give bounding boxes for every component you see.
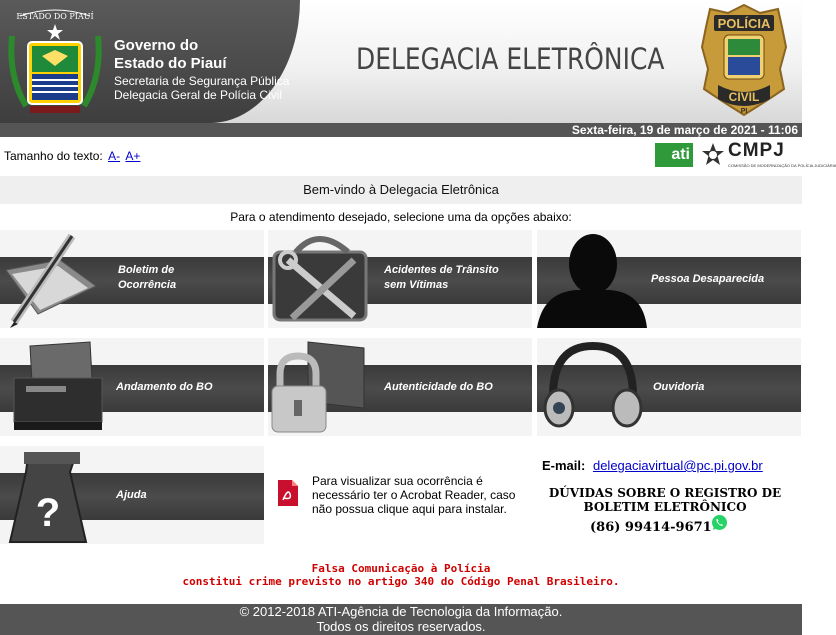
tile-autenticidade-bo[interactable] — [268, 338, 532, 436]
whatsapp-icon[interactable] — [711, 514, 728, 531]
cmpj-subtitle: COMISSÃO DE MODERNIZAÇÃO DA POLÍCIA JUDICIÁRIA — [728, 163, 836, 168]
badge-top-text: POLÍCIA — [717, 16, 771, 31]
page-header — [0, 0, 802, 123]
pen-folder-icon — [0, 230, 110, 328]
text-size-control — [4, 149, 140, 163]
tools-icon — [268, 230, 378, 328]
footer-rights: Todos os direitos reservados. — [316, 619, 486, 634]
tile-acidentes-transito[interactable] — [268, 230, 532, 328]
text-size-label: Tamanho do texto: — [4, 149, 103, 163]
false-report-warning: Falsa Comunicação à Polícia constitui crime previsto no artigo 340 do Código Penal Brasileiro. — [182, 562, 620, 588]
cmpj-text: CMPJ — [728, 140, 785, 161]
government-title: Governo do Estado do Piauí — [114, 37, 227, 72]
acrobat-notice[interactable]: Para visualizar sua ocorrência é necessário ter o Acrobat Reader, caso não possua clique aqui para instalar. — [312, 474, 516, 516]
app-title: DELEGACIA ELETRÔNICA — [356, 42, 665, 76]
tile-boletim-ocorrencia[interactable] — [0, 230, 264, 328]
page-footer — [0, 604, 802, 635]
tile-andamento-bo[interactable] — [0, 338, 264, 436]
coat-of-arms-icon — [6, 6, 104, 118]
acrobat-pdf-icon[interactable] — [278, 480, 298, 506]
tile-pessoa-desaparecida[interactable] — [537, 230, 801, 328]
svg-text:?: ? — [35, 491, 61, 535]
help-bag-icon — [0, 446, 110, 544]
cmpj-star-icon — [702, 143, 724, 167]
government-subtitle: Secretaria de Segurança Pública Delegacia Geral de Polícia Civil — [114, 74, 290, 102]
welcome-banner: Bem-vindo à Delegacia Eletrônica — [0, 176, 802, 204]
date-bar — [0, 123, 802, 137]
email-label: E-mail: — [542, 458, 586, 473]
duvidas-heading: DÚVIDAS SOBRE O REGISTRO DE BOLETIM ELETRÔNICO — [548, 486, 782, 514]
email-line — [542, 458, 763, 473]
tile-label: Ouvidoria — [653, 381, 705, 393]
police-badge-icon — [700, 3, 788, 117]
ati-logo[interactable]: ati — [655, 143, 693, 167]
email-link[interactable]: delegaciavirtual@pc.pi.gov.br — [592, 458, 763, 473]
headphones-icon — [537, 338, 647, 436]
person-silhouette-icon — [537, 230, 647, 328]
tile-label: Ajuda — [116, 489, 147, 501]
decrease-text-link[interactable]: A- — [108, 149, 121, 163]
tile-label: Andamento do BO — [116, 381, 213, 393]
tile-ouvidoria[interactable] — [537, 338, 801, 436]
footer-copyright: © 2012-2018 ATI-Agência de Tecnologia da Informação. — [239, 604, 563, 619]
tile-ajuda[interactable] — [0, 446, 264, 544]
tile-label: Pessoa Desaparecida — [651, 273, 765, 285]
tile-label: Acidentes de Trânsito sem Vítimas — [384, 264, 499, 291]
phone-number: (86) 99414-9671 — [590, 520, 712, 535]
increase-text-link[interactable]: A+ — [125, 149, 141, 163]
padlock-icon — [268, 338, 378, 436]
current-date: Sexta-feira, 19 de março de 2021 - 11:06 — [571, 123, 798, 137]
badge-bottom-text: CIVIL — [728, 90, 760, 104]
coat-of-arms-text: ESTADO DO PIAUÍ — [16, 12, 94, 21]
tile-label: Boletim de Ocorrência — [118, 264, 177, 291]
instruction-text: Para o atendimento desejado, selecione uma da opções abaixo: — [230, 210, 572, 224]
tile-label: Autenticidade do BO — [384, 381, 493, 393]
printer-icon — [0, 338, 110, 436]
badge-state-text: PI — [740, 108, 748, 115]
cmpj-logo[interactable] — [702, 140, 836, 171]
